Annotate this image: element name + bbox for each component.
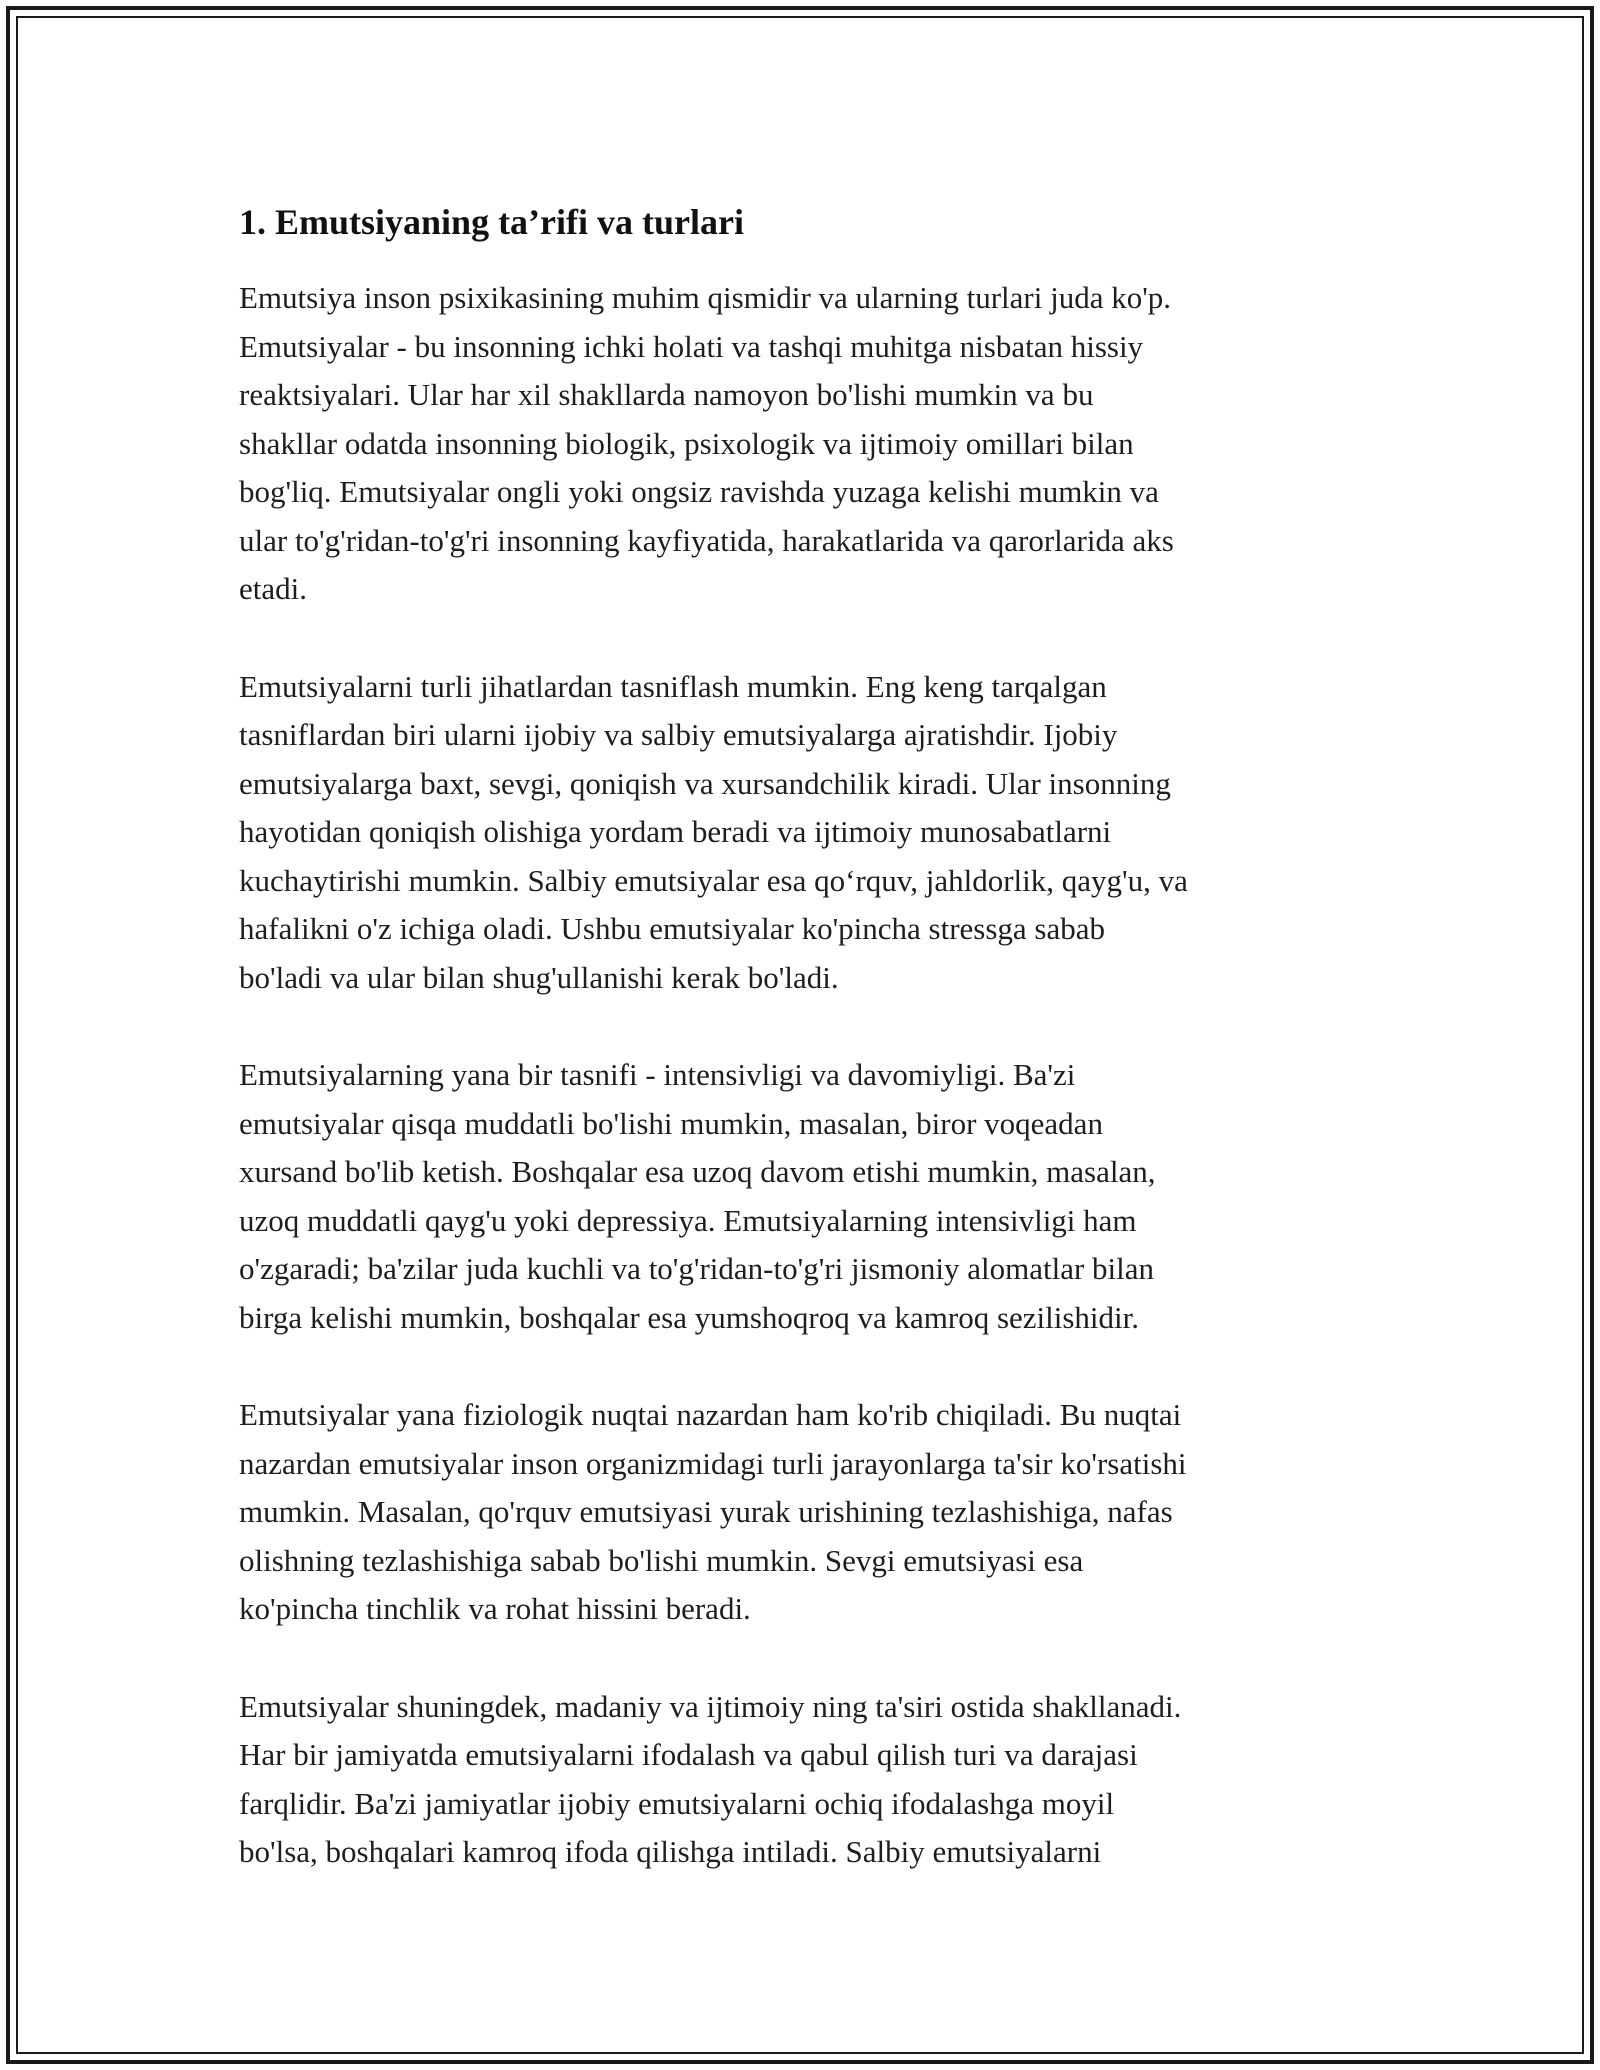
section-heading: 1. Emutsiyaning ta’rifi va turlari (239, 202, 744, 242)
paragraph-2: Emutsiyalarni turli jihatlardan tasniflash mumkin. Eng keng tarqalgan tasniflardan biri ularni ijobiy va salbiy emutsiyalarga ajratishdir. Ijobiy emutsiyalarga baxt, sevgi, qoniqish va xursandchilik kiradi. Ular insonning hayotidan qoniqish olishiga yordam beradi va ijtimoiy munosabatlarni kuchaytirishi mumkin. Salbiy emutsiyalar esa qo‘rquv, jahldorlik, qayg'u, va hafalikni o'z ichiga oladi. Ushbu emutsiyalar ko'pincha stressga sabab bo'ladi va ular bilan shug'ullanishi kerak bo'ladi. (239, 668, 1188, 995)
paragraph-5: Emutsiyalar shuningdek, madaniy va ijtimoiy ning ta'siri ostida shakllanadi. Har bir jamiyatda emutsiyalarni ifodalash va qabul qilish turi va darajasi farqlidir. Ba'zi jamiyatlar ijobiy emutsiyalarni ochiq ifodalashga moyil bo'lsa, boshqalari kamroq ifoda qilishga intiladi. Salbiy emutsiyalarni (239, 1688, 1182, 1869)
paragraph-1: Emutsiya inson psixikasining muhim qismidir va ularning turlari juda ko'p. Emutsiyalar - bu insonning ichki holati va tashqi muhitga nisbatan hissiy reaktsiyalari. Ular har xil shakllarda namoyon bo'lishi mumkin va bu shakllar odatda insonning biologik, psixologik va ijtimoiy omillari bilan bog'liq. Emutsiyalar ongli yoki ongsiz ravishda yuzaga kelishi mumkin va ular to'g'ridan-to'g'ri insonning kayfiyatida, harakatlarida va qarorlarida aks etadi. (239, 280, 1174, 606)
document-content (239, 196, 1379, 1926)
paragraph-4: Emutsiyalar yana fiziologik nuqtai nazardan ham ko'rib chiqiladi. Bu nuqtai nazardan emutsiyalar inson organizmidagi turli jarayonlarga ta'sir ko'rsatishi mumkin. Masalan, qo'rquv emutsiyasi yurak urishining tezlashishiga, nafas olishning tezlashishiga sabab bo'lishi mumkin. Sevgi emutsiyasi esa ko'pincha tinchlik va rohat hissini beradi. (239, 1397, 1187, 1626)
document-page (6, 6, 1594, 2064)
paragraph-3: Emutsiyalarning yana bir tasnifi - intensivligi va davomiyligi. Ba'zi emutsiyalar qisqa muddatli bo'lishi mumkin, masalan, biror voqeadan xursand bo'lib ketish. Boshqalar esa uzoq davom etishi mumkin, masalan, uzoq muddatli qayg'u yoki depressiya. Emutsiyalarning intensivligi ham o'zgaradi; ba'zilar juda kuchli va to'g'ridan-to'g'ri jismoniy alomatlar bilan birga kelishi mumkin, boshqalar esa yumshoqroq va kamroq sezilishidir. (239, 1057, 1156, 1335)
